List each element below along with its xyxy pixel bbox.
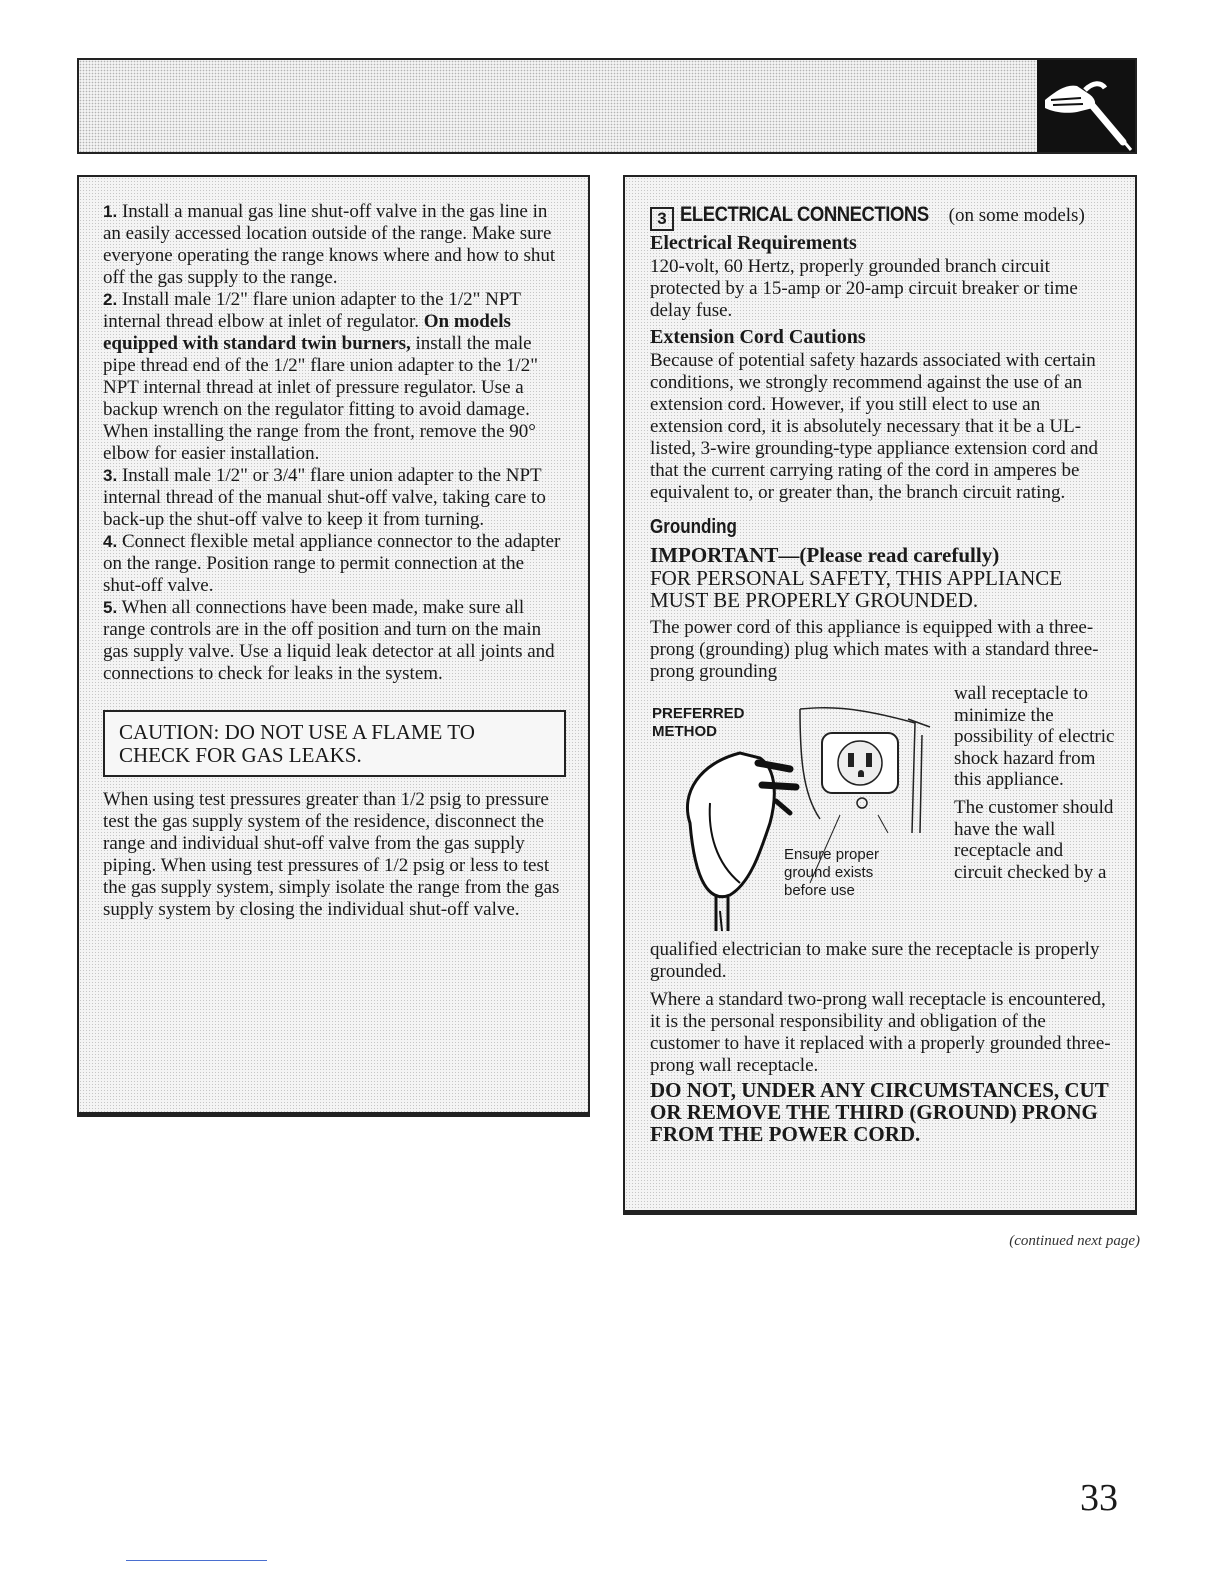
- step-text: Connect flexible metal appliance connector to the adapter on the range. Position range to permit connection at the shut-off valve.: [103, 531, 561, 596]
- section-note: (on some models): [948, 205, 1085, 226]
- step-text: install the male pipe thread end of the 1/2" flare union adapter to the 1/2" NPT internal thread at inlet of pressure regulator. Use a backup wrench on the regulator fitting to avoid damage.: [103, 333, 538, 420]
- step-bold-text: On models equipped with standard twin burners,: [103, 311, 511, 354]
- figure-caption-line-1: Ensure proper: [784, 846, 880, 863]
- step-text: Install male 1/2" flare union adapter to the 1/2" NPT internal thread elbow at inlet of regulator.: [103, 289, 521, 332]
- section-number: 3: [650, 207, 674, 231]
- grounding-figure: [650, 683, 1116, 939]
- two-prong-text: Where a standard two-prong wall receptacle is encountered, it is the personal responsibility and obligation of the customer to have it replaced with a properly grounded three-prong wall receptacle.: [650, 989, 1111, 1076]
- footer-rule: [126, 1560, 267, 1561]
- figure-caption-line-3: before use: [784, 882, 855, 899]
- extension-cord-text: Because of potential safety hazards associated with certain conditions, we strongly recommend against the use of an extension cord. However, if you still elect to use an extension cord, it is absolutely necessary that it be a UL-listed, 3-wire grounding-type appliance extension cord and that the current carrying rating of the cord in amperes be equivalent to, or greater than, the branch circuit rating.: [650, 350, 1098, 503]
- step-number: 3.: [103, 466, 118, 485]
- step-number: 2.: [103, 290, 118, 309]
- hand-screwdriver-icon: [1037, 60, 1135, 152]
- grounding-heading: Grounding: [650, 516, 737, 538]
- wall-receptacle-text: wall receptacle to minimize the possibility of electric shock hazard from this appliance.: [954, 683, 1115, 791]
- continued-note: (continued next page): [1009, 1233, 1140, 1249]
- page-number: 33: [1080, 1477, 1118, 1519]
- test-pressure-text: When using test pressures greater than 1/2 psig to pressure test the gas supply system of the residence, disconnect the range and individual shut-off valve from the gas supply piping. When using test pressures of 1/2 psig or less to test the gas supply system, simply isolate the range from the gas supply system by closing the individual shut-off valve.: [103, 789, 560, 920]
- step-text: When all connections have been made, make sure all range controls are in the off position and turn on the main gas supply valve. Use a liquid leak detector at all joints and connections to check for leaks in the system.: [103, 597, 555, 684]
- step-4: [103, 531, 566, 597]
- personal-safety-text: FOR PERSONAL SAFETY, THIS APPLIANCE MUST BE PROPERLY GROUNDED.: [650, 566, 1063, 612]
- front-install-note: When installing the range from the front, remove the 90° elbow for easier installation.: [103, 421, 536, 464]
- section-title: ELECTRICAL CONNECTIONS: [680, 203, 929, 226]
- important-heading: IMPORTANT—(Please read carefully): [650, 543, 1000, 567]
- step-number: 1.: [103, 202, 118, 221]
- step-3: [103, 465, 566, 531]
- section-heading: [650, 203, 1116, 228]
- qualified-electrician-text: qualified electrician to make sure the receptacle is properly grounded.: [650, 939, 1100, 982]
- customer-check-text: The customer should have the wall receptacle and circuit checked by a: [954, 796, 1114, 883]
- electrical-panel: [623, 175, 1137, 1215]
- gas-connection-panel: [77, 175, 590, 1117]
- power-cord-text: The power cord of this appliance is equipped with a three-prong (grounding) plug which mates with a standard three-prong grounding: [650, 617, 1099, 682]
- step-1: [103, 201, 566, 289]
- figure-side-text: [954, 683, 1116, 883]
- step-number: 4.: [103, 532, 118, 551]
- electrical-requirements-text: 120-volt, 60 Hertz, properly grounded branch circuit protected by a 15-amp or 20-amp circuit breaker or time delay fuse.: [650, 256, 1078, 321]
- step-number: 5.: [103, 598, 118, 617]
- step-5: [103, 597, 566, 685]
- step-text: Install male 1/2" or 3/4" flare union adapter to the NPT internal thread of the manual shut-off valve, taking care to back-up the shut-off valve to keep it from turning.: [103, 465, 546, 530]
- step-text: Install a manual gas line shut-off valve in the gas line in an easily accessed location outside of the range. Make sure everyone operating the range knows where and how to shut off the gas supply to the range.: [103, 201, 556, 288]
- figure-label-method: METHOD: [652, 723, 717, 740]
- do-not-remove-warning: DO NOT, UNDER ANY CIRCUMSTANCES, CUT OR REMOVE THE THIRD (GROUND) PRONG FROM THE POWER CORD.: [650, 1078, 1109, 1146]
- electrical-requirements-heading: Electrical Requirements: [650, 232, 857, 254]
- header-banner: [77, 58, 1137, 154]
- extension-cord-heading: Extension Cord Cautions: [650, 326, 866, 348]
- caution-box: CAUTION: DO NOT USE A FLAME TO CHECK FOR GAS LEAKS.: [103, 710, 566, 777]
- figure-label-preferred: PREFERRED: [652, 705, 745, 722]
- step-2: [103, 289, 566, 421]
- figure-caption-line-2: ground exists: [784, 864, 874, 881]
